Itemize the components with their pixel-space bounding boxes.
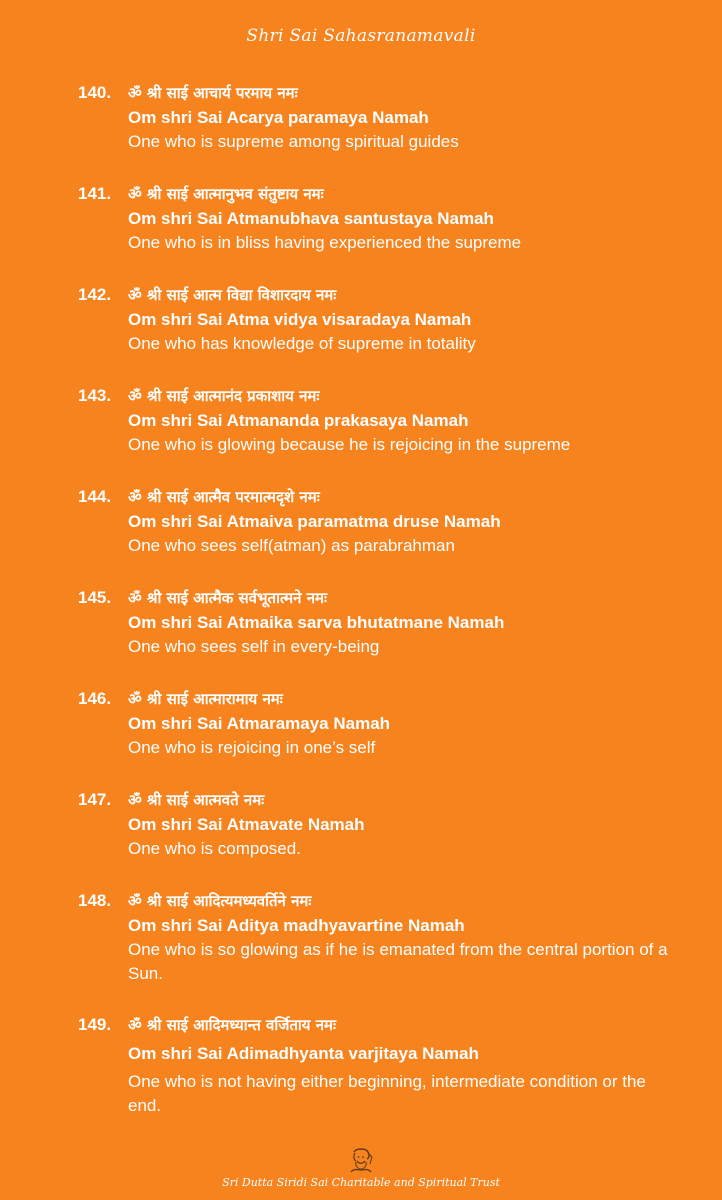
transliteration-text: Om shri Sai Atmaika sarva bhutatmane Namah — [128, 613, 505, 632]
list-item — [78, 888, 678, 986]
meaning-text: One who sees self in every-being — [128, 637, 380, 656]
devanagari-text: ॐ श्री साई आत्मानुभव संतुष्टाय नमः — [128, 185, 324, 203]
list-item — [78, 282, 678, 356]
footer-trust-name: Sri Dutta Siridi Sai Charitable and Spiritual Trust — [222, 1176, 500, 1189]
devanagari-text: ॐ श्री साई आचार्य परमाय नमः — [128, 84, 298, 102]
entry-number: 149. — [78, 1015, 112, 1034]
list-item — [78, 383, 678, 457]
list-item — [78, 585, 678, 659]
entry-number: 141. — [78, 184, 112, 203]
transliteration-text: Om shri Sai Acarya paramaya Namah — [128, 108, 429, 127]
entry-number: 145. — [78, 588, 112, 607]
list-item — [78, 80, 678, 154]
entry-number: 140. — [78, 83, 112, 102]
meaning-text: One who is composed. — [128, 839, 301, 858]
list-item — [78, 686, 678, 760]
meaning-text: One who is so glowing as if he is emanated from the central portion of a Sun. — [128, 940, 668, 983]
transliteration-text: Om shri Sai Adimadhyanta varjitaya Namah — [128, 1044, 479, 1063]
transliteration-text: Om shri Sai Atmaramaya Namah — [128, 714, 391, 733]
meaning-text: One who is in bliss having experienced the supreme — [128, 233, 522, 252]
meaning-text: One who is rejoicing in one’s self — [128, 738, 376, 757]
transliteration-text: Om shri Sai Atmavate Namah — [128, 815, 365, 834]
transliteration-text: Om shri Sai Aditya madhyavartine Namah — [128, 916, 465, 935]
page-title: Shri Sai Sahasranamavali — [246, 26, 476, 46]
list-item — [78, 1012, 678, 1118]
meaning-text: One who is supreme among spiritual guides — [128, 132, 459, 151]
transliteration-text: Om shri Sai Atmanubhava santustaya Namah — [128, 209, 494, 228]
transliteration-text: Om shri Sai Atmaiva paramatma druse Namah — [128, 512, 501, 531]
meaning-text: One who has knowledge of supreme in totality — [128, 334, 476, 353]
devanagari-text: ॐ श्री साई आत्म विद्या विशारदाय नमः — [128, 286, 337, 304]
meaning-text: One who is glowing because he is rejoicing in the supreme — [128, 435, 571, 454]
list-item — [78, 181, 678, 255]
transliteration-text: Om shri Sai Atma vidya visaradaya Namah — [128, 310, 472, 329]
devanagari-text: ॐ श्री साई आत्मवते नमः — [128, 791, 265, 809]
transliteration-text: Om shri Sai Atmananda prakasaya Namah — [128, 411, 469, 430]
entry-number: 142. — [78, 285, 112, 304]
list-item — [78, 787, 678, 861]
entry-number: 144. — [78, 487, 112, 506]
devanagari-text: ॐ श्री साई आदिमध्यान्त वर्जिताय नमः — [128, 1016, 337, 1034]
list-item — [78, 484, 678, 558]
devanagari-text: ॐ श्री साई आत्मारामाय नमः — [128, 690, 283, 708]
devanagari-text: ॐ श्री साई आत्मानंद प्रकाशाय नमः — [128, 387, 320, 405]
sai-baba-portrait-icon — [346, 1146, 376, 1174]
meaning-text: One who is not having either beginning, intermediate condition or the end. — [128, 1072, 646, 1115]
entry-number: 147. — [78, 790, 112, 809]
devanagari-text: ॐ श्री साई आत्मैक सर्वभूतात्मने नमः — [128, 589, 328, 607]
entry-number: 143. — [78, 386, 112, 405]
devanagari-text: ॐ श्री साई आत्मैव परमात्मदृशे नमः — [128, 488, 320, 506]
devanagari-text: ॐ श्री साई आदित्यमध्यवर्तिने नमः — [128, 892, 312, 910]
meaning-text: One who sees self(atman) as parabrahman — [128, 536, 455, 555]
entry-number: 148. — [78, 891, 112, 910]
entry-number: 146. — [78, 689, 112, 708]
